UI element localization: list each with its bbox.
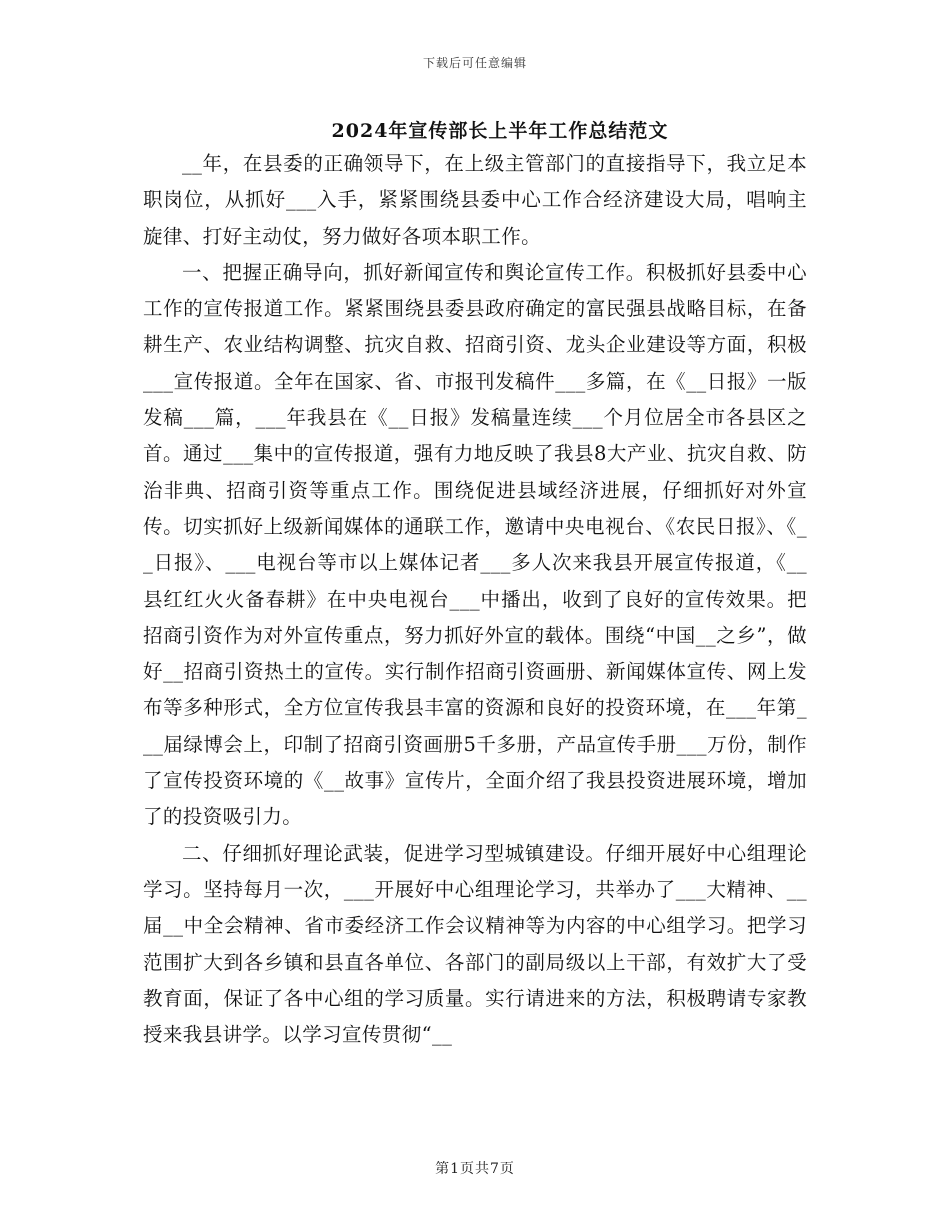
paragraph-intro: __年，在县委的正确领导下，在上级主管部门的直接指导下，我立足本职岗位，从抓好___入手，紧紧围绕县委中心工作合经济建设大局，唱响主旋律、打好主动仗，努力做好各项本职工作。	[143, 152, 807, 248]
document-title: 2024年宣传部长上半年工作总结范文	[331, 120, 669, 142]
paragraph-section-2: 二、仔细抓好理论武装，促进学习型城镇建设。仔细开展好中心组理论学习。坚持每月一次，___开展好中心组理论学习，共举办了___大精神、__届__中全会精神、省市委经济工作会议精神等为内容的中心组学习。把学习范围扩大到各乡镇和县直各单位、各部门的副局级以上干部，有效扩大了受教育面，保证了各中心组的学习质量。实行请进来的方法，积极聘请专家教授来我县讲学。以学习宣传贯彻“__	[143, 841, 807, 1047]
document-body	[143, 146, 807, 1053]
page-header-note: 下载后可任意编辑	[422, 56, 527, 70]
page-number-footer: 第1页共7页	[435, 1161, 515, 1177]
paragraph-section-1: 一、把握正确导向，抓好新闻宣传和舆论宣传工作。积极抓好县委中心工作的宣传报道工作。紧紧围绕县委县政府确定的富民强县战略目标，在备耕生产、农业结构调整、抗灾自救、招商引资、龙头企业建设等方面，积极___宣传报道。全年在国家、省、市报刊发稿件___多篇，在《__日报》一版发稿___篇，___年我县在《__日报》发稿量连续___个月位居全市各县区之首。通过___集中的宣传报道，强有力地反映了我县8大产业、抗灾自救、防治非典、招商引资等重点工作。围绕促进县域经济进展，仔细抓好对外宣传。切实抓好上级新闻媒体的通联工作，邀请中央电视台、《农民日报》、《__日报》、___电视台等市以上媒体记者___多人次来我县开展宣传报道，《__县红红火火备春耕》在中央电视台___中播出，收到了良好的宣传效果。把招商引资作为对外宣传重点，努力抓好外宣的载体。围绕“中国__之乡”，做好__招商引资热土的宣传。实行制作招商引资画册、新闻媒体宣传、网上发布等多种形式，全方位宣传我县丰富的资源和良好的投资环境，在___年第___届绿博会上，印制了招商引资画册5千多册，产品宣传手册___万份，制作了宣传投资环境的《__故事》宣传片，全面介绍了我县投资进展环境，增加了的投资吸引力。	[143, 260, 807, 829]
